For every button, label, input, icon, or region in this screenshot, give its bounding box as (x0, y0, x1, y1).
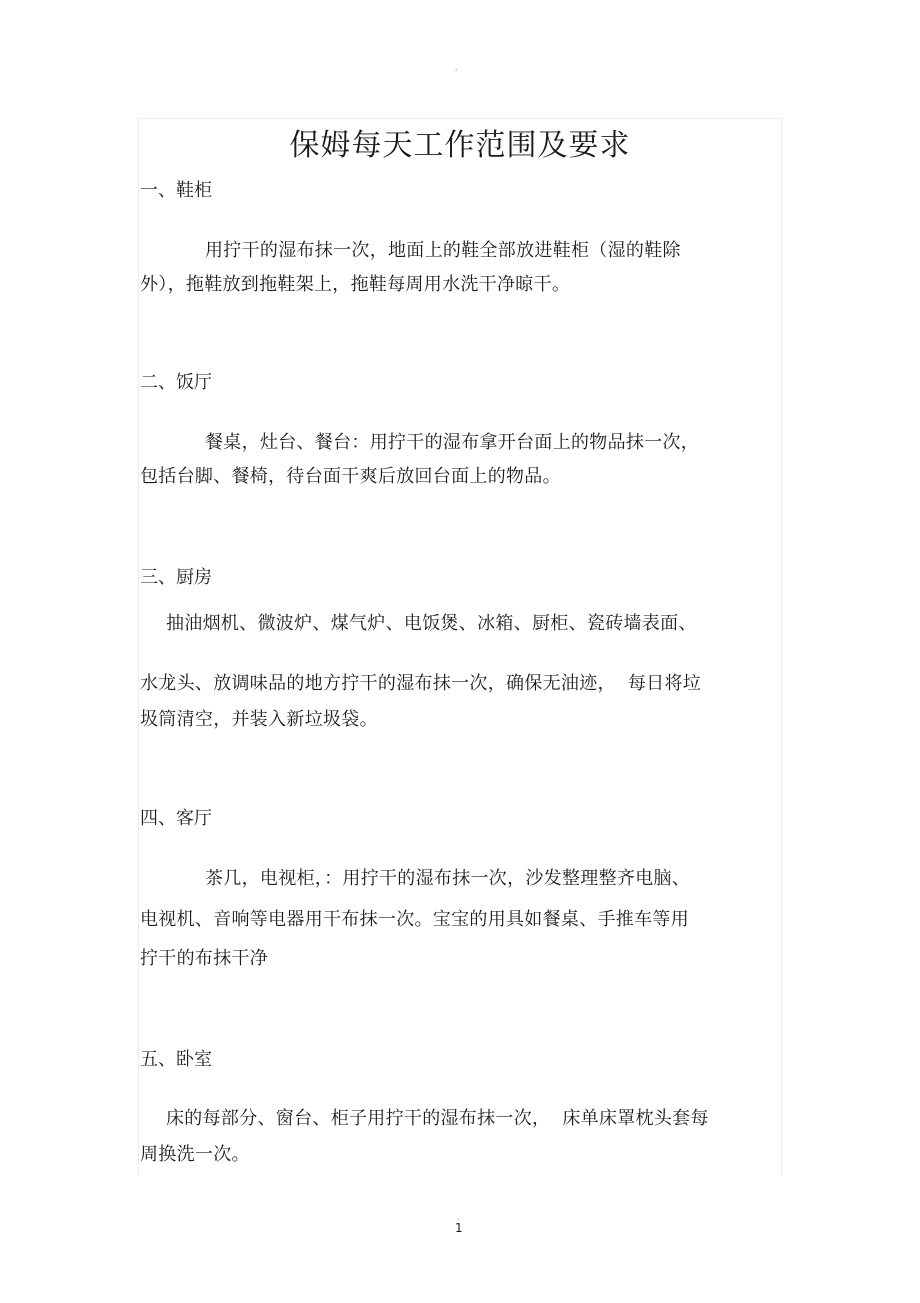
section-text-line: 圾筒清空，并装入新垃圾袋。 (140, 709, 378, 730)
section-heading-bedroom: 五、卧室 (140, 1049, 212, 1070)
section-text-line: 水龙头、放调味品的地方拧干的湿布抹一次，确保无油迹， 每日将垃 (140, 673, 702, 694)
section-text-line: 外），拖鞋放到拖鞋架上，拖鞋每周用水洗干净晾干。 (140, 274, 571, 295)
section-text-line: 茶几，电视柜，：用拧干的湿布抹一次，沙发整理整齐电脑、 (205, 868, 691, 889)
document-title: 保姆每天工作范围及要求 (289, 128, 631, 163)
section-text-line: 用拧干的湿布抹一次，地面上的鞋全部放进鞋柜（湿的鞋除 (205, 240, 681, 261)
section-text-line: 包括台脚、餐椅，待台面干爽后放回台面上的物品。 (140, 466, 561, 487)
section-text-line: 餐桌，灶台、餐台：用拧干的湿布拿开台面上的物品抹一次， (205, 432, 700, 453)
section-text-line: 电视机、音响等电器用干布抹一次。宝宝的用具如餐桌、手推车等用 (140, 909, 689, 930)
section-text-line: 抽油烟机、微波炉、煤气炉、电饭煲、冰箱、厨柜、瓷砖墙表面、 (166, 613, 697, 634)
section-text-line: 拧干的布抹干净 (140, 948, 269, 969)
section-heading-shoe-cabinet: 一、鞋柜 (140, 180, 212, 201)
header-mark: ' (455, 68, 458, 77)
section-text-line: 床的每部分、窗台、柜子用拧干的湿布抹一次， 床单床罩枕头套每 (166, 1108, 709, 1129)
footer-mark: . (457, 1213, 460, 1222)
section-heading-living-room: 四、客厅 (140, 808, 212, 829)
section-heading-kitchen: 三、厨房 (140, 567, 212, 588)
section-heading-dining-room: 二、饭厅 (140, 372, 212, 393)
page-number: 1 (455, 1221, 463, 1235)
section-text-line: 周换洗一次。 (140, 1144, 250, 1165)
